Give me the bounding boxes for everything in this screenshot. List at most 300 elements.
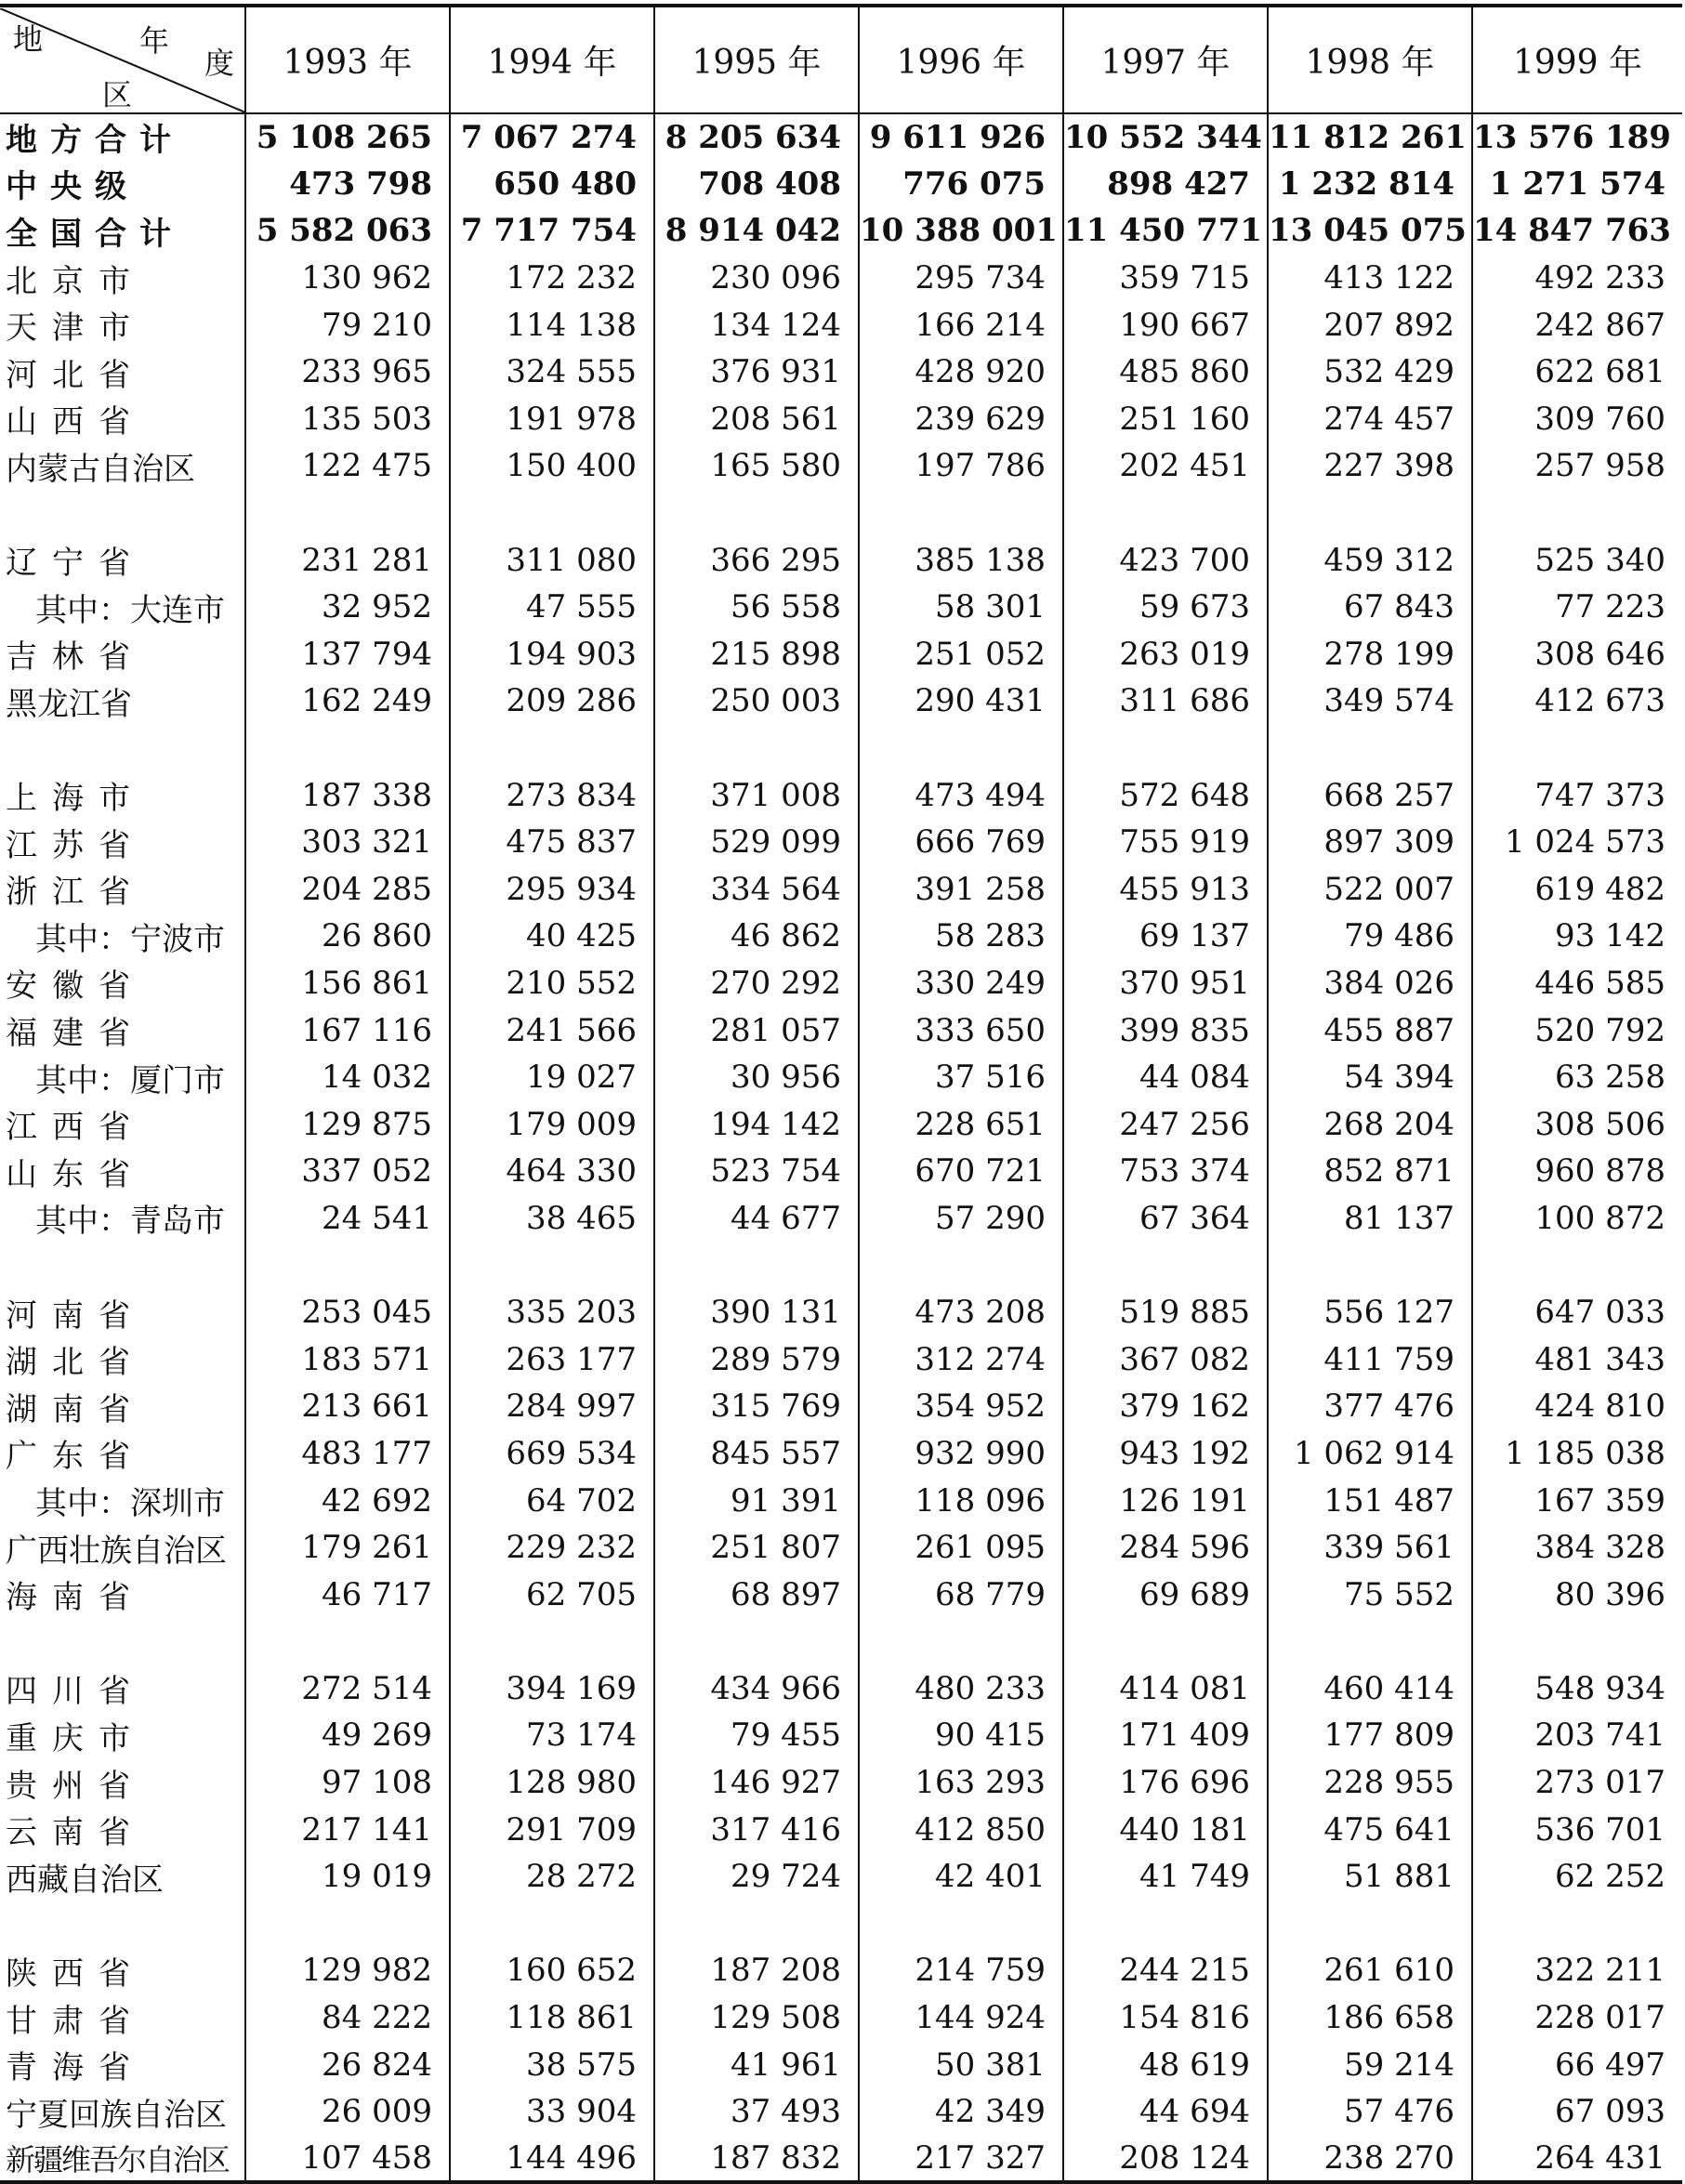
value-cell: 183 571 (245, 1335, 450, 1383)
value-cell: 367 082 (1063, 1335, 1268, 1383)
value-cell: 202 451 (1063, 442, 1268, 490)
value-cell: 32 952 (245, 584, 450, 631)
value-cell: 58 301 (859, 584, 1063, 631)
table-row (0, 301, 1682, 349)
value-cell: 208 124 (1063, 2136, 1268, 2183)
value-cell: 1 024 573 (1472, 819, 1682, 866)
table-row (0, 819, 1682, 866)
value-cell: 370 951 (1063, 960, 1268, 1007)
table-row (0, 866, 1682, 914)
value-cell: 26 860 (245, 913, 450, 960)
value-cell: 179 261 (245, 1524, 450, 1572)
value-cell: 10 552 344 (1063, 113, 1268, 161)
table-row (0, 1430, 1682, 1478)
value-cell: 251 807 (654, 1524, 859, 1572)
value-cell: 898 427 (1063, 161, 1268, 208)
value-cell: 57 290 (859, 1195, 1063, 1243)
value-cell: 755 919 (1063, 819, 1268, 866)
value-cell: 73 174 (450, 1712, 654, 1759)
region-name-cell: 辽宁省 (6, 545, 145, 583)
value-cell: 548 934 (1472, 1665, 1682, 1713)
value-cell: 194 903 (450, 631, 654, 678)
spacer-cell (0, 725, 245, 772)
value-cell: 330 249 (859, 960, 1063, 1007)
value-cell: 424 810 (1472, 1383, 1682, 1430)
table-row (0, 1477, 1682, 1524)
region-name-cell: 安徽省 (6, 967, 145, 1006)
value-cell: 37 493 (654, 2088, 859, 2136)
value-cell: 309 760 (1472, 396, 1682, 443)
value-cell: 14 847 763 (1472, 207, 1682, 255)
value-cell: 150 400 (450, 442, 654, 490)
corner-region-top: 地 (13, 20, 44, 57)
table-row (0, 1571, 1682, 1618)
value-cell: 423 700 (1063, 536, 1268, 584)
value-cell: 412 673 (1472, 678, 1682, 725)
value-cell: 242 867 (1472, 301, 1682, 349)
spacer-cell (654, 1901, 859, 1948)
value-cell: 151 487 (1268, 1477, 1472, 1524)
value-cell: 46 862 (654, 913, 859, 960)
group-spacer-row (0, 1242, 1682, 1289)
value-cell: 532 429 (1268, 349, 1472, 396)
value-cell: 284 997 (450, 1383, 654, 1430)
value-cell: 251 052 (859, 631, 1063, 678)
value-cell: 670 721 (859, 1148, 1063, 1195)
value-cell: 747 373 (1472, 771, 1682, 819)
value-cell: 268 204 (1268, 1100, 1472, 1148)
value-cell: 233 965 (245, 349, 450, 396)
table-row (0, 1195, 1682, 1243)
region-name-cell: 其中：青岛市 (35, 1203, 225, 1241)
value-cell: 1 185 038 (1472, 1430, 1682, 1478)
value-cell: 932 990 (859, 1430, 1063, 1478)
value-cell: 146 927 (654, 1759, 859, 1807)
table-row (0, 1054, 1682, 1101)
region-name-cell: 中央级 (6, 168, 139, 206)
value-cell: 273 834 (450, 771, 654, 819)
spacer-cell (245, 490, 450, 537)
region-name-cell: 江苏省 (6, 826, 145, 864)
table-row (0, 161, 1682, 208)
value-cell: 335 203 (450, 1289, 654, 1336)
value-cell: 91 391 (654, 1477, 859, 1524)
value-cell: 619 482 (1472, 866, 1682, 914)
value-cell: 56 558 (654, 584, 859, 631)
value-cell: 144 496 (450, 2136, 654, 2183)
value-cell: 90 415 (859, 1712, 1063, 1759)
value-cell: 209 286 (450, 678, 654, 725)
value-cell: 228 955 (1268, 1759, 1472, 1807)
value-cell: 217 327 (859, 2136, 1063, 2183)
value-cell: 100 872 (1472, 1195, 1682, 1243)
year-header-1994: 1994 年 (450, 6, 654, 113)
value-cell: 311 686 (1063, 678, 1268, 725)
value-cell: 154 816 (1063, 1994, 1268, 2042)
spacer-cell (1268, 1242, 1472, 1289)
region-name-cell: 湖北省 (6, 1344, 145, 1382)
value-cell: 5 582 063 (245, 207, 450, 255)
table-row (0, 113, 1682, 161)
group-spacer-row (0, 1618, 1682, 1665)
table-row (0, 631, 1682, 678)
value-cell: 523 754 (654, 1148, 859, 1195)
value-cell: 354 952 (859, 1383, 1063, 1430)
value-cell: 308 506 (1472, 1100, 1682, 1148)
value-cell: 13 045 075 (1268, 207, 1472, 255)
value-cell: 171 409 (1063, 1712, 1268, 1759)
group-spacer-row (0, 725, 1682, 772)
value-cell: 129 508 (654, 1994, 859, 2042)
table-row (0, 1148, 1682, 1195)
value-cell: 59 673 (1063, 584, 1268, 631)
value-cell: 295 734 (859, 255, 1063, 302)
value-cell: 215 898 (654, 631, 859, 678)
value-cell: 79 455 (654, 1712, 859, 1759)
region-name-cell: 内蒙古自治区 (6, 450, 195, 488)
value-cell: 129 875 (245, 1100, 450, 1148)
spacer-cell (0, 1618, 245, 1665)
value-cell: 37 516 (859, 1054, 1063, 1101)
value-cell: 303 321 (245, 819, 450, 866)
value-cell: 59 214 (1268, 2041, 1472, 2088)
value-cell: 126 191 (1063, 1477, 1268, 1524)
table-row (0, 913, 1682, 960)
value-cell: 134 124 (654, 301, 859, 349)
value-cell: 520 792 (1472, 1006, 1682, 1054)
value-cell: 446 585 (1472, 960, 1682, 1007)
value-cell: 377 476 (1268, 1383, 1472, 1430)
value-cell: 440 181 (1063, 1806, 1268, 1853)
value-cell: 295 934 (450, 866, 654, 914)
value-cell: 144 924 (859, 1994, 1063, 2042)
region-name-cell: 黑龙江省 (6, 685, 132, 723)
value-cell: 411 759 (1268, 1335, 1472, 1383)
table-row (0, 255, 1682, 302)
value-cell: 251 160 (1063, 396, 1268, 443)
region-name-cell: 西藏自治区 (6, 1861, 164, 1899)
value-cell: 485 860 (1063, 349, 1268, 396)
spacer-cell (450, 1901, 654, 1948)
value-cell: 79 486 (1268, 913, 1472, 960)
spacer-cell (245, 1618, 450, 1665)
table-row (0, 1383, 1682, 1430)
value-cell: 379 162 (1063, 1383, 1268, 1430)
table-row (0, 349, 1682, 396)
value-cell: 385 138 (859, 536, 1063, 584)
spacer-cell (859, 1901, 1063, 1948)
value-cell: 69 689 (1063, 1571, 1268, 1618)
value-cell: 197 786 (859, 442, 1063, 490)
value-cell: 317 416 (654, 1806, 859, 1853)
value-cell: 97 108 (245, 1759, 450, 1807)
value-cell: 349 574 (1268, 678, 1472, 725)
value-cell: 776 075 (859, 161, 1063, 208)
table-row (0, 771, 1682, 819)
value-cell: 525 340 (1472, 536, 1682, 584)
value-cell: 647 033 (1472, 1289, 1682, 1336)
value-cell: 247 256 (1063, 1100, 1268, 1148)
year-header-1995: 1995 年 (654, 6, 859, 113)
spacer-cell (0, 1242, 245, 1289)
value-cell: 24 541 (245, 1195, 450, 1243)
value-cell: 156 861 (245, 960, 450, 1007)
region-name-cell: 江西省 (6, 1109, 145, 1147)
value-cell: 57 476 (1268, 2088, 1472, 2136)
value-cell: 238 270 (1268, 2136, 1472, 2183)
value-cell: 263 019 (1063, 631, 1268, 678)
value-cell: 337 052 (245, 1148, 450, 1195)
region-name-cell: 陕西省 (6, 1954, 145, 1993)
value-cell: 187 338 (245, 771, 450, 819)
value-cell: 13 576 189 (1472, 113, 1682, 161)
value-cell: 11 812 261 (1268, 113, 1472, 161)
value-cell: 312 274 (859, 1335, 1063, 1383)
value-cell: 428 920 (859, 349, 1063, 396)
table-row (0, 960, 1682, 1007)
value-cell: 384 026 (1268, 960, 1472, 1007)
region-name-cell: 重庆市 (6, 1719, 145, 1757)
value-cell: 376 931 (654, 349, 859, 396)
region-name-cell: 山东省 (6, 1155, 145, 1193)
value-cell: 291 709 (450, 1806, 654, 1853)
value-cell: 135 503 (245, 396, 450, 443)
value-cell: 14 032 (245, 1054, 450, 1101)
value-cell: 179 009 (450, 1100, 654, 1148)
value-cell: 281 057 (654, 1006, 859, 1054)
value-cell: 519 885 (1063, 1289, 1268, 1336)
value-cell: 311 080 (450, 536, 654, 584)
corner-region-bottom: 区 (102, 76, 133, 112)
value-cell: 273 017 (1472, 1759, 1682, 1807)
value-cell: 165 580 (654, 442, 859, 490)
value-cell: 46 717 (245, 1571, 450, 1618)
value-cell: 26 009 (245, 2088, 450, 2136)
value-cell: 7 067 274 (450, 113, 654, 161)
spacer-cell (859, 1242, 1063, 1289)
value-cell: 114 138 (450, 301, 654, 349)
value-cell: 481 343 (1472, 1335, 1682, 1383)
value-cell: 475 837 (450, 819, 654, 866)
value-cell: 51 881 (1268, 1853, 1472, 1901)
value-cell: 19 027 (450, 1054, 654, 1101)
value-cell: 44 084 (1063, 1054, 1268, 1101)
year-header-1999: 1999 年 (1472, 6, 1682, 113)
value-cell: 572 648 (1063, 771, 1268, 819)
value-cell: 231 281 (245, 536, 450, 584)
value-cell: 284 596 (1063, 1524, 1268, 1572)
value-cell: 172 232 (450, 255, 654, 302)
value-cell: 191 978 (450, 396, 654, 443)
value-cell: 176 696 (1063, 1759, 1268, 1807)
value-cell: 48 619 (1063, 2041, 1268, 2088)
region-name-cell: 山西省 (6, 403, 145, 441)
value-cell: 214 759 (859, 1947, 1063, 1994)
value-cell: 8 205 634 (654, 113, 859, 161)
value-cell: 68 779 (859, 1571, 1063, 1618)
region-name-cell: 广西壮族自治区 (6, 1532, 227, 1570)
region-name-cell: 贵州省 (6, 1767, 145, 1805)
table-row (0, 1006, 1682, 1054)
corner-year-left: 年 (139, 22, 170, 59)
group-spacer-row (0, 1901, 1682, 1948)
value-cell: 79 210 (245, 301, 450, 349)
region-name-cell: 湖南省 (6, 1390, 145, 1428)
value-cell: 1 271 574 (1472, 161, 1682, 208)
region-name-cell: 青海省 (6, 2049, 145, 2087)
value-cell: 1 062 914 (1268, 1430, 1472, 1478)
value-cell: 77 223 (1472, 584, 1682, 631)
region-name-cell: 河南省 (6, 1296, 145, 1335)
value-cell: 187 832 (654, 2136, 859, 2183)
spacer-cell (1063, 490, 1268, 537)
region-name-cell: 广东省 (6, 1438, 145, 1476)
value-cell: 217 141 (245, 1806, 450, 1853)
value-cell: 75 552 (1268, 1571, 1472, 1618)
value-cell: 66 497 (1472, 2041, 1682, 2088)
regional-statistics-table (0, 4, 1682, 2184)
value-cell: 28 272 (450, 1853, 654, 1901)
value-cell: 852 871 (1268, 1148, 1472, 1195)
region-name-cell: 吉林省 (6, 638, 145, 677)
value-cell: 64 702 (450, 1477, 654, 1524)
region-name-cell: 浙江省 (6, 874, 145, 912)
value-cell: 414 081 (1063, 1665, 1268, 1713)
value-cell: 210 552 (450, 960, 654, 1007)
table-row (0, 1947, 1682, 1994)
value-cell: 163 293 (859, 1759, 1063, 1807)
spacer-cell (654, 725, 859, 772)
value-cell: 529 099 (654, 819, 859, 866)
region-name-cell: 宁夏回族自治区 (6, 2096, 227, 2134)
value-cell: 230 096 (654, 255, 859, 302)
value-cell: 208 561 (654, 396, 859, 443)
value-cell: 137 794 (245, 631, 450, 678)
value-cell: 118 861 (450, 1994, 654, 2042)
table-row (0, 396, 1682, 443)
value-cell: 473 494 (859, 771, 1063, 819)
region-name-cell: 云南省 (6, 1814, 145, 1852)
region-name-cell: 其中：大连市 (35, 591, 225, 629)
region-name-cell: 海南省 (6, 1579, 145, 1617)
value-cell: 289 579 (654, 1335, 859, 1383)
value-cell: 58 283 (859, 913, 1063, 960)
value-cell: 455 913 (1063, 866, 1268, 914)
value-cell: 455 887 (1268, 1006, 1472, 1054)
value-cell: 241 566 (450, 1006, 654, 1054)
table-header-row (0, 6, 1682, 113)
spacer-cell (1472, 1901, 1682, 1948)
region-name-cell: 新疆维吾尔自治区 (0, 2136, 245, 2183)
year-header-1996: 1996 年 (859, 6, 1063, 113)
value-cell: 315 769 (654, 1383, 859, 1430)
table-row (0, 1335, 1682, 1383)
value-cell: 261 610 (1268, 1947, 1472, 1994)
value-cell: 473 798 (245, 161, 450, 208)
value-cell: 668 257 (1268, 771, 1472, 819)
region-name-cell: 天津市 (6, 309, 145, 348)
table-row (0, 1289, 1682, 1336)
table-body (0, 113, 1682, 2182)
value-cell: 62 705 (450, 1571, 654, 1618)
spacer-cell (1268, 490, 1472, 537)
region-name-cell: 地方合计 (6, 122, 184, 160)
value-cell: 190 667 (1063, 301, 1268, 349)
value-cell: 68 897 (654, 1571, 859, 1618)
value-cell: 464 330 (450, 1148, 654, 1195)
region-name-cell: 其中：厦门市 (35, 1061, 225, 1099)
value-cell: 229 232 (450, 1524, 654, 1572)
value-cell: 253 045 (245, 1289, 450, 1336)
value-cell: 118 096 (859, 1477, 1063, 1524)
value-cell: 44 677 (654, 1195, 859, 1243)
spacer-cell (245, 1901, 450, 1948)
spacer-cell (450, 1618, 654, 1665)
spacer-cell (0, 490, 245, 537)
region-name-cell: 其中：深圳市 (35, 1485, 225, 1523)
value-cell: 203 741 (1472, 1712, 1682, 1759)
value-cell: 63 258 (1472, 1054, 1682, 1101)
value-cell: 42 349 (859, 2088, 1063, 2136)
value-cell: 93 142 (1472, 913, 1682, 960)
region-name-cell: 四川省 (6, 1673, 145, 1711)
table-row (0, 442, 1682, 490)
value-cell: 228 651 (859, 1100, 1063, 1148)
value-cell: 391 258 (859, 866, 1063, 914)
value-cell: 204 285 (245, 866, 450, 914)
value-cell: 84 222 (245, 1994, 450, 2042)
value-cell: 278 199 (1268, 631, 1472, 678)
spacer-cell (654, 1242, 859, 1289)
value-cell: 54 394 (1268, 1054, 1472, 1101)
value-cell: 67 093 (1472, 2088, 1682, 2136)
value-cell: 460 414 (1268, 1665, 1472, 1713)
value-cell: 186 658 (1268, 1994, 1472, 2042)
value-cell: 81 137 (1268, 1195, 1472, 1243)
value-cell: 47 555 (450, 584, 654, 631)
value-cell: 264 431 (1472, 2136, 1682, 2183)
value-cell: 845 557 (654, 1430, 859, 1478)
value-cell: 8 914 042 (654, 207, 859, 255)
value-cell: 536 701 (1472, 1806, 1682, 1853)
region-name-cell: 甘肃省 (6, 2002, 145, 2040)
value-cell: 9 611 926 (859, 113, 1063, 161)
value-cell: 334 564 (654, 866, 859, 914)
spacer-cell (1268, 725, 1472, 772)
table-row (0, 2041, 1682, 2088)
value-cell: 371 008 (654, 771, 859, 819)
value-cell: 228 017 (1472, 1994, 1682, 2042)
value-cell: 167 359 (1472, 1477, 1682, 1524)
table-row (0, 2136, 1682, 2183)
value-cell: 69 137 (1063, 913, 1268, 960)
value-cell: 473 208 (859, 1289, 1063, 1336)
table-row (0, 1100, 1682, 1148)
value-cell: 160 652 (450, 1947, 654, 1994)
table-row (0, 207, 1682, 255)
spacer-cell (1268, 1618, 1472, 1665)
table-row (0, 678, 1682, 725)
value-cell: 38 575 (450, 2041, 654, 2088)
value-cell: 167 116 (245, 1006, 450, 1054)
value-cell: 250 003 (654, 678, 859, 725)
spacer-cell (450, 725, 654, 772)
spacer-cell (450, 490, 654, 537)
value-cell: 339 561 (1268, 1524, 1472, 1572)
value-cell: 1 232 814 (1268, 161, 1472, 208)
spacer-cell (1063, 1901, 1268, 1948)
value-cell: 177 809 (1268, 1712, 1472, 1759)
